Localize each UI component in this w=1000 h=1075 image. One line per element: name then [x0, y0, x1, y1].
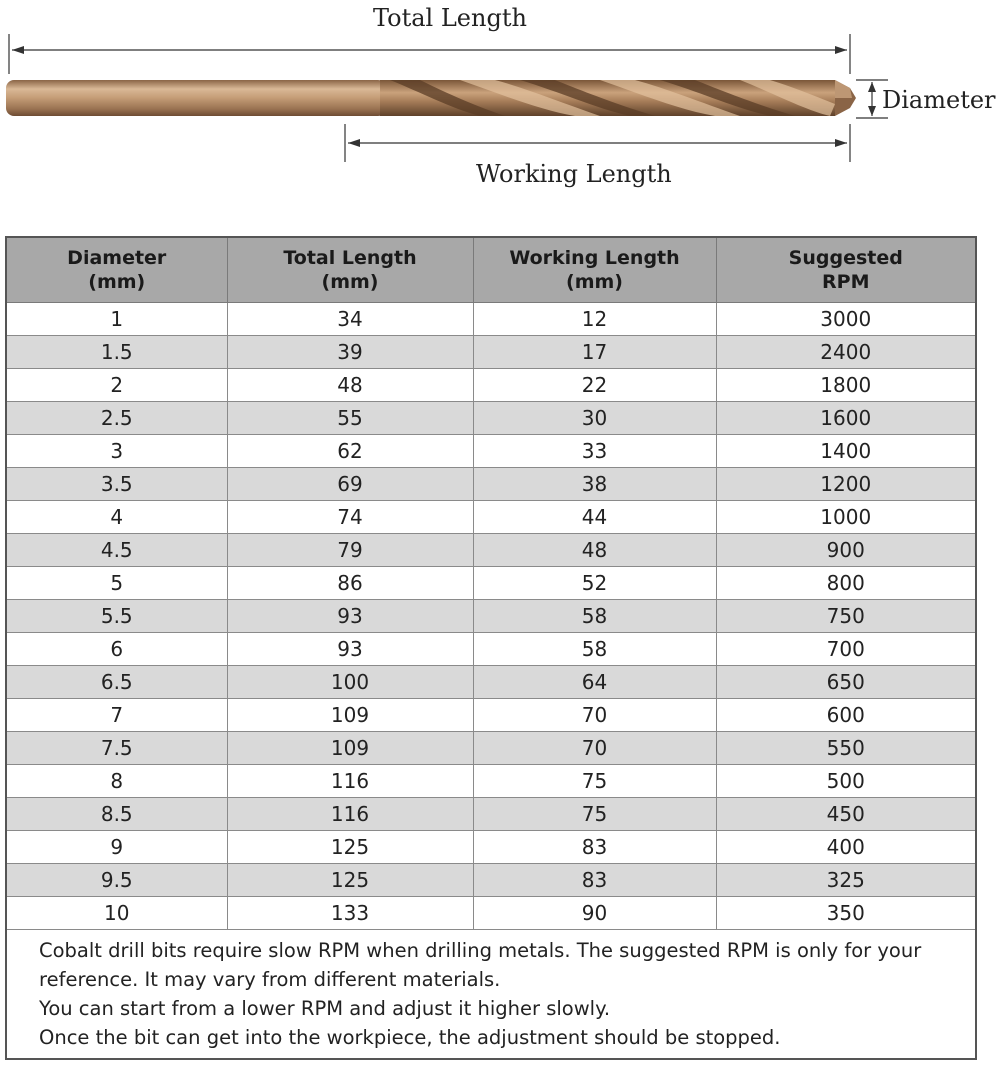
cell-total-length: 48 — [227, 369, 473, 402]
cell-working-length: 75 — [473, 798, 716, 831]
cell-total-length: 62 — [227, 435, 473, 468]
cell-rpm: 500 — [716, 765, 976, 798]
table-row — [6, 732, 976, 765]
cell-diameter: 3 — [6, 435, 227, 468]
cell-rpm: 1200 — [716, 468, 976, 501]
note-line: Cobalt drill bits require slow RPM when drilling metals. The suggested RPM is only for your — [39, 939, 922, 962]
cell-total-length: 86 — [227, 567, 473, 600]
cell-diameter: 3.5 — [6, 468, 227, 501]
cell-rpm: 400 — [716, 831, 976, 864]
cell-working-length: 52 — [473, 567, 716, 600]
cell-diameter: 9.5 — [6, 864, 227, 897]
cell-rpm: 750 — [716, 600, 976, 633]
cell-rpm: 2400 — [716, 336, 976, 369]
cell-total-length: 133 — [227, 897, 473, 930]
cell-rpm: 1000 — [716, 501, 976, 534]
header-total-length: Total Length (mm) — [227, 237, 473, 303]
cell-working-length: 22 — [473, 369, 716, 402]
cell-diameter: 7.5 — [6, 732, 227, 765]
cell-working-length: 30 — [473, 402, 716, 435]
cell-working-length: 70 — [473, 699, 716, 732]
cell-rpm: 800 — [716, 567, 976, 600]
cell-working-length: 83 — [473, 864, 716, 897]
cell-working-length: 58 — [473, 600, 716, 633]
header-suggested-rpm: Suggested RPM — [716, 237, 976, 303]
cell-rpm: 600 — [716, 699, 976, 732]
cell-total-length: 109 — [227, 732, 473, 765]
cell-working-length: 70 — [473, 732, 716, 765]
cell-diameter: 6 — [6, 633, 227, 666]
cell-diameter: 9 — [6, 831, 227, 864]
cell-rpm: 650 — [716, 666, 976, 699]
cell-diameter: 2.5 — [6, 402, 227, 435]
drill-bit-diagram — [0, 0, 1000, 225]
notes-cell — [6, 930, 976, 1060]
working-length-dimension — [345, 124, 850, 162]
cell-diameter: 5 — [6, 567, 227, 600]
cell-working-length: 12 — [473, 303, 716, 336]
note-line: You can start from a lower RPM and adjust it higher slowly. — [39, 997, 611, 1020]
cell-total-length: 125 — [227, 831, 473, 864]
cell-diameter: 6.5 — [6, 666, 227, 699]
cell-working-length: 17 — [473, 336, 716, 369]
cell-diameter: 4 — [6, 501, 227, 534]
header-working-length: Working Length (mm) — [473, 237, 716, 303]
note-line: Once the bit can get into the workpiece, the adjustment should be stopped. — [39, 1026, 781, 1049]
table-row — [6, 897, 976, 930]
table-row — [6, 534, 976, 567]
cell-diameter: 4.5 — [6, 534, 227, 567]
drill-bit-image — [6, 80, 856, 116]
cell-total-length: 69 — [227, 468, 473, 501]
cell-working-length: 58 — [473, 633, 716, 666]
cell-total-length: 125 — [227, 864, 473, 897]
cell-rpm: 1800 — [716, 369, 976, 402]
total-length-label: Total Length — [373, 4, 527, 32]
cell-working-length: 48 — [473, 534, 716, 567]
table-row — [6, 369, 976, 402]
table-row — [6, 864, 976, 897]
table-row — [6, 633, 976, 666]
table-row — [6, 831, 976, 864]
cell-total-length: 116 — [227, 765, 473, 798]
cell-total-length: 34 — [227, 303, 473, 336]
table-row — [6, 765, 976, 798]
cell-diameter: 7 — [6, 699, 227, 732]
drill-spec-table — [5, 236, 977, 1060]
diameter-label: Diameter — [882, 86, 996, 114]
header-diameter: Diameter (mm) — [6, 237, 227, 303]
cell-working-length: 90 — [473, 897, 716, 930]
cell-total-length: 93 — [227, 600, 473, 633]
table-row — [6, 567, 976, 600]
cell-diameter: 2 — [6, 369, 227, 402]
cell-working-length: 33 — [473, 435, 716, 468]
cell-diameter: 8.5 — [6, 798, 227, 831]
cell-working-length: 75 — [473, 765, 716, 798]
total-length-dimension — [9, 34, 850, 74]
table-row — [6, 600, 976, 633]
note-line: reference. It may vary from different materials. — [39, 968, 501, 991]
cell-diameter: 1 — [6, 303, 227, 336]
cell-total-length: 116 — [227, 798, 473, 831]
table-row — [6, 666, 976, 699]
cell-working-length: 38 — [473, 468, 716, 501]
cell-diameter: 1.5 — [6, 336, 227, 369]
cell-rpm: 1600 — [716, 402, 976, 435]
cell-rpm: 3000 — [716, 303, 976, 336]
cell-total-length: 39 — [227, 336, 473, 369]
cell-rpm: 550 — [716, 732, 976, 765]
cell-rpm: 325 — [716, 864, 976, 897]
cell-diameter: 10 — [6, 897, 227, 930]
cell-rpm: 900 — [716, 534, 976, 567]
cell-total-length: 100 — [227, 666, 473, 699]
table-row — [6, 468, 976, 501]
cell-diameter: 5.5 — [6, 600, 227, 633]
cell-working-length: 44 — [473, 501, 716, 534]
table-row — [6, 402, 976, 435]
cell-diameter: 8 — [6, 765, 227, 798]
cell-total-length: 93 — [227, 633, 473, 666]
notes-row — [6, 930, 976, 1060]
table-row — [6, 798, 976, 831]
cell-total-length: 79 — [227, 534, 473, 567]
cell-rpm: 350 — [716, 897, 976, 930]
cell-rpm: 1400 — [716, 435, 976, 468]
cell-total-length: 109 — [227, 699, 473, 732]
cell-working-length: 64 — [473, 666, 716, 699]
table-row — [6, 699, 976, 732]
cell-total-length: 55 — [227, 402, 473, 435]
cell-working-length: 83 — [473, 831, 716, 864]
working-length-label: Working Length — [476, 160, 672, 188]
table-header-row — [6, 237, 976, 303]
cell-rpm: 700 — [716, 633, 976, 666]
table-row — [6, 336, 976, 369]
table-row — [6, 501, 976, 534]
cell-rpm: 450 — [716, 798, 976, 831]
table-row — [6, 303, 976, 336]
cell-total-length: 74 — [227, 501, 473, 534]
table-row — [6, 435, 976, 468]
